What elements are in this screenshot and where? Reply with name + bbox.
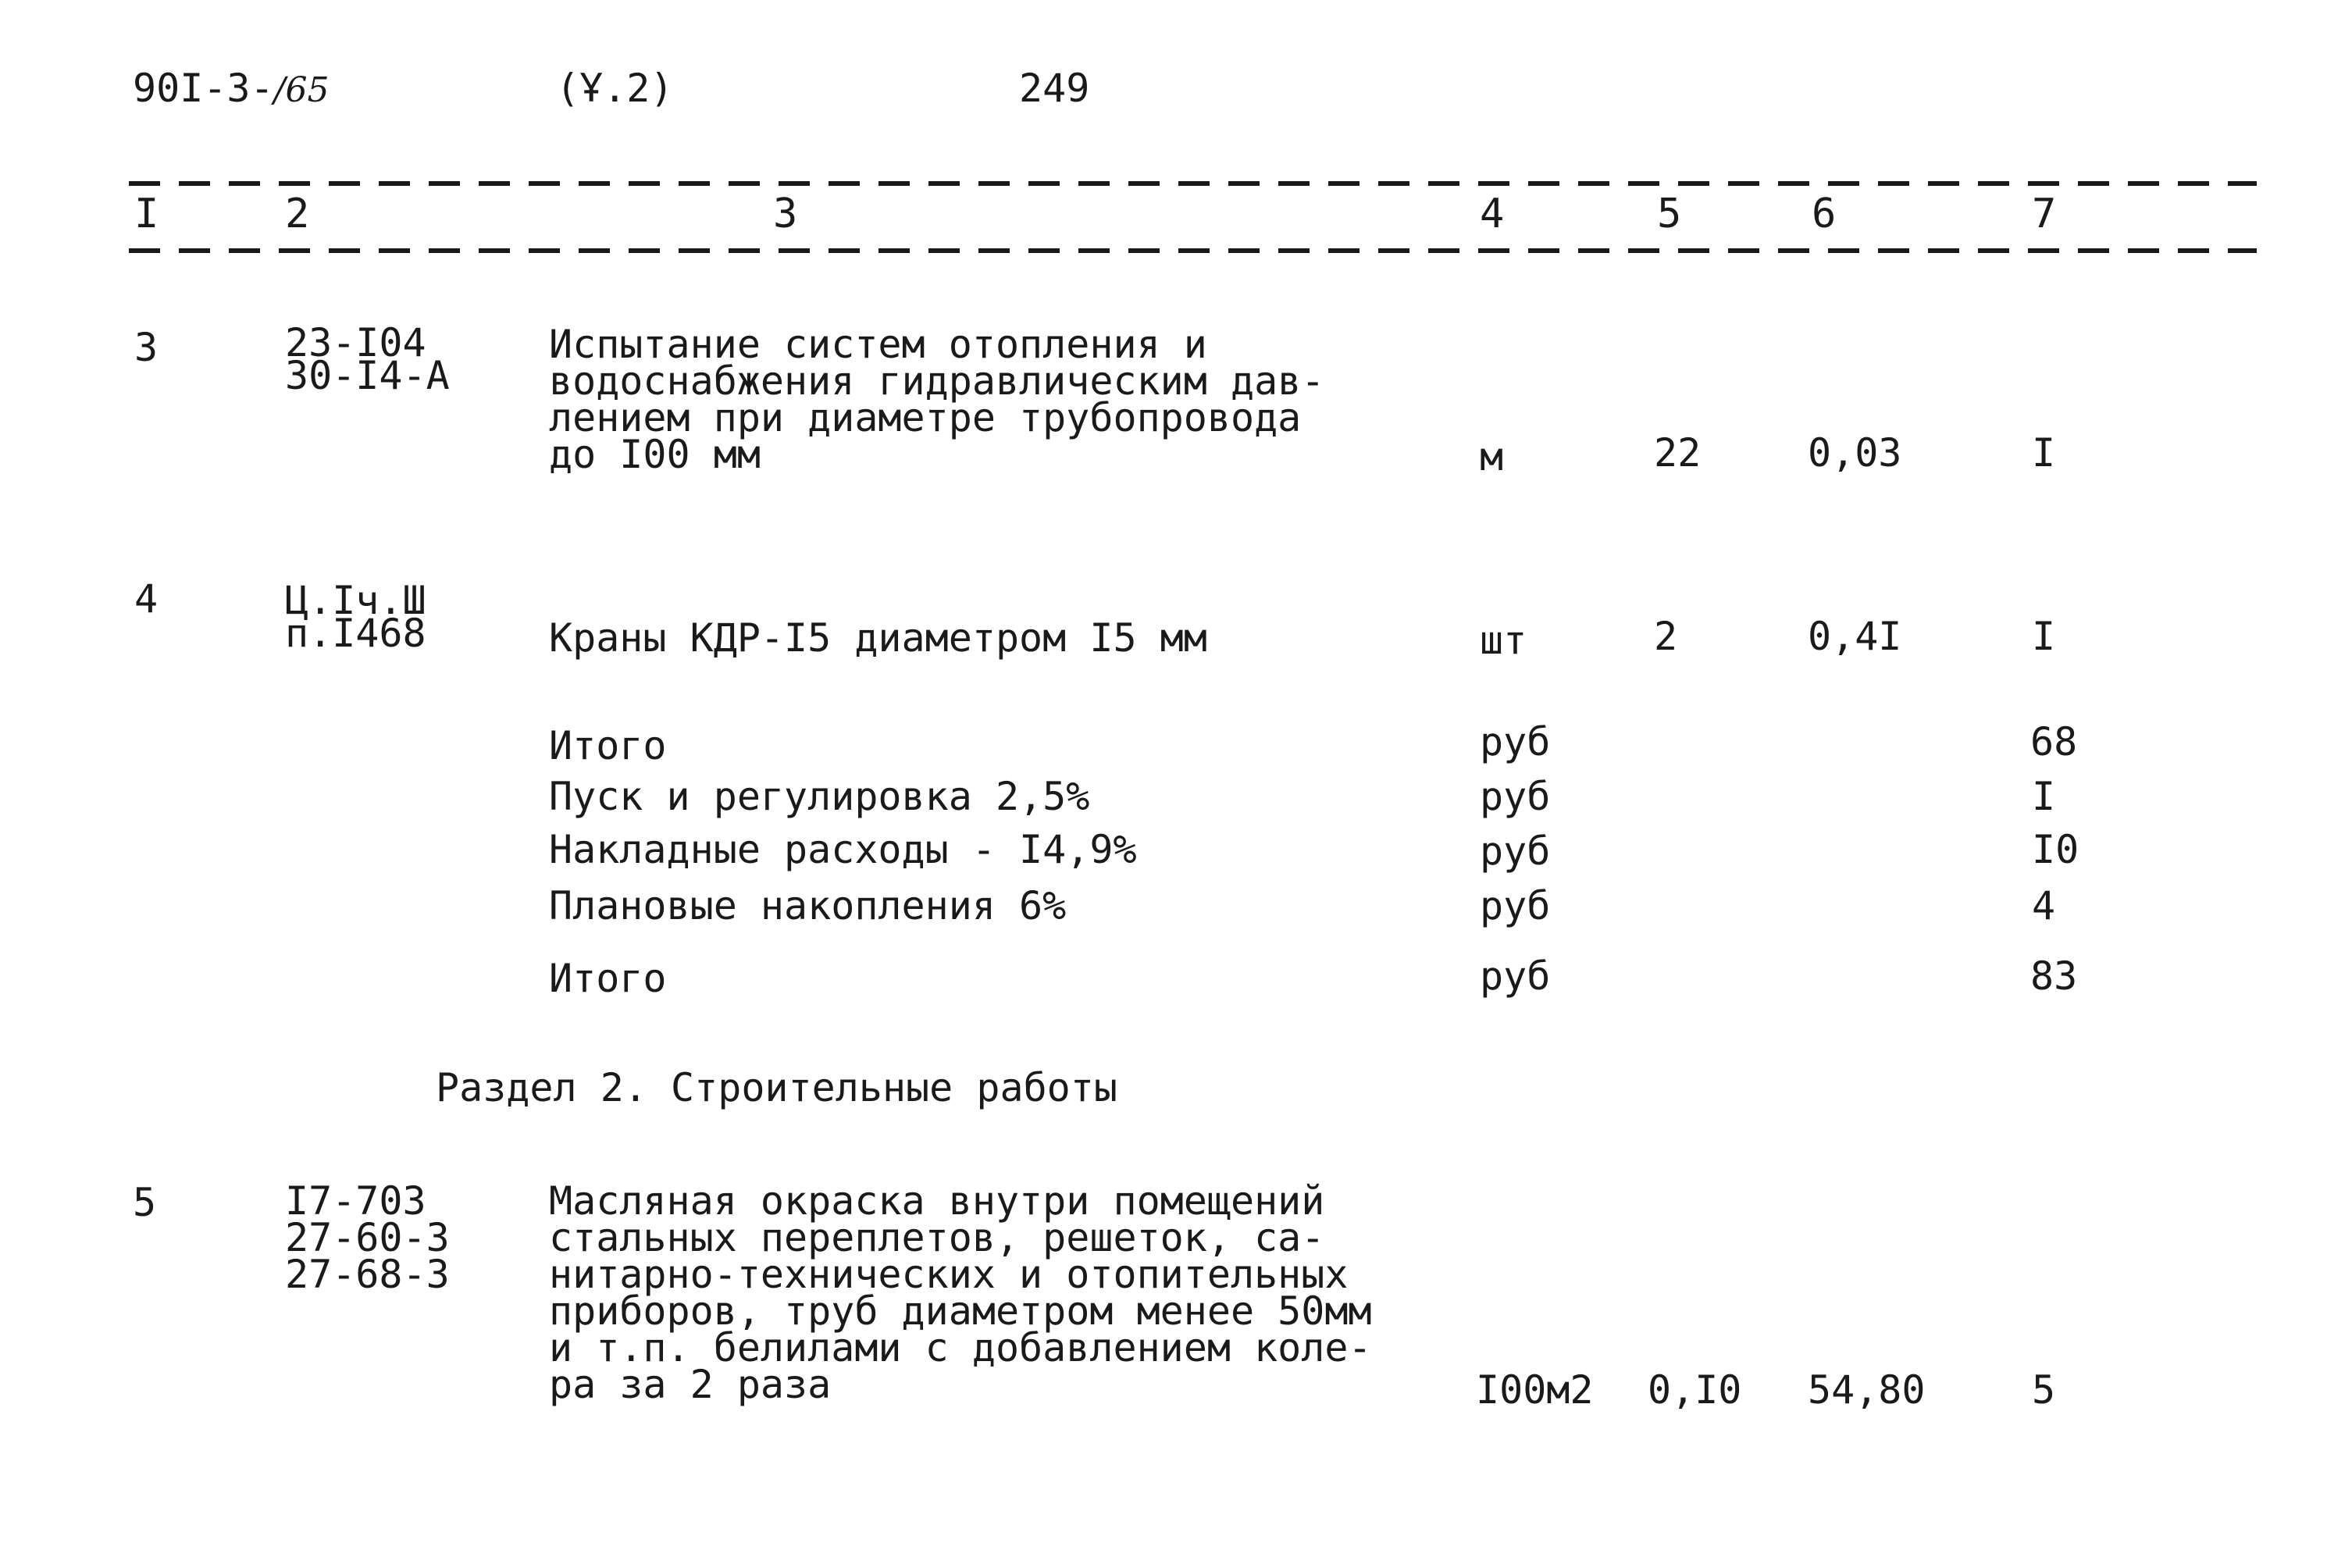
code-line: Ц.Iч.Ш bbox=[285, 578, 426, 623]
document-code-handwritten: /65 bbox=[273, 70, 330, 110]
description-line: до I00 мм bbox=[549, 432, 761, 477]
summary-value: 83 bbox=[2030, 953, 2078, 999]
row-rate: 0,03 bbox=[1808, 430, 1902, 476]
row-total: I bbox=[2032, 430, 2056, 476]
volume-label: (Ұ.2) bbox=[556, 66, 674, 111]
row-quantity: 0,I0 bbox=[1648, 1367, 1742, 1413]
row-quantity: 22 bbox=[1654, 430, 1702, 476]
code-line: п.I468 bbox=[285, 611, 426, 656]
summary-unit: руб bbox=[1480, 719, 1551, 764]
column-header-2: 2 bbox=[285, 191, 310, 237]
document-code-printed: 90I-3- bbox=[133, 66, 274, 111]
row-rate: 54,80 bbox=[1808, 1367, 1926, 1413]
row-unit: м bbox=[1480, 434, 1504, 479]
code-line: 30-I4-A bbox=[285, 353, 450, 398]
description-line: лением при диаметре трубопровода bbox=[549, 395, 1302, 440]
code-line: I7-703 bbox=[285, 1178, 426, 1224]
column-header-1: I bbox=[134, 191, 159, 237]
summary-label: Пуск и регулировка 2,5% bbox=[549, 774, 1090, 819]
row-codes bbox=[285, 1178, 450, 1297]
summary-value: I bbox=[2032, 774, 2056, 819]
summary-unit: руб bbox=[1480, 883, 1551, 928]
row-description: Краны КДР-I5 диаметром I5 мм bbox=[549, 615, 1207, 661]
summary-label: Итого bbox=[549, 723, 667, 768]
summary-label: Накладные расходы - I4,9% bbox=[549, 827, 1137, 872]
page-number: 249 bbox=[1019, 66, 1090, 111]
column-header-7: 7 bbox=[2032, 191, 2057, 237]
row-total: I bbox=[2032, 614, 2056, 659]
row-unit: шт bbox=[1480, 618, 1527, 663]
row-number: 3 bbox=[134, 325, 159, 370]
code-line: 27-60-3 bbox=[285, 1215, 450, 1260]
row-codes bbox=[285, 320, 450, 398]
section-title: Раздел 2. Строительные работы bbox=[436, 1065, 1117, 1110]
column-header-6: 6 bbox=[1812, 191, 1837, 237]
row-rate: 0,4I bbox=[1808, 614, 1902, 659]
description-line: ра за 2 раза bbox=[549, 1362, 832, 1407]
description-line: приборов, труб диаметром менее 50мм bbox=[549, 1288, 1372, 1334]
row-number: 5 bbox=[133, 1180, 157, 1225]
column-header-3: 3 bbox=[773, 191, 798, 237]
row-unit: I00м2 bbox=[1476, 1367, 1594, 1413]
summary-unit: руб bbox=[1480, 953, 1551, 999]
row-total: 5 bbox=[2032, 1367, 2056, 1413]
row-codes bbox=[285, 578, 426, 656]
column-header-4: 4 bbox=[1480, 191, 1505, 237]
description-line: водоснабжения гидравлическим дав- bbox=[549, 358, 1325, 404]
header-bottom-rule bbox=[129, 248, 2257, 253]
summary-unit: руб bbox=[1480, 774, 1551, 819]
summary-label: Итого bbox=[549, 956, 667, 1001]
summary-value: I0 bbox=[2032, 827, 2079, 872]
summary-label: Плановые накопления 6% bbox=[549, 883, 1067, 928]
row-number: 4 bbox=[134, 576, 159, 622]
description-line: Испытание систем отопления и bbox=[549, 322, 1207, 367]
row-description bbox=[549, 322, 1325, 477]
description-line: и т.п. белилами с добавлением коле- bbox=[549, 1325, 1372, 1370]
description-line: стальных переплетов, решеток, са- bbox=[549, 1215, 1325, 1260]
row-quantity: 2 bbox=[1654, 614, 1678, 659]
code-line: 27-68-3 bbox=[285, 1252, 450, 1297]
summary-unit: руб bbox=[1480, 829, 1551, 874]
summary-value: 68 bbox=[2030, 719, 2078, 764]
description-line: нитарно-технических и отопительных bbox=[549, 1252, 1349, 1297]
summary-value: 4 bbox=[2032, 883, 2056, 928]
column-header-5: 5 bbox=[1657, 191, 1682, 237]
document-code bbox=[133, 66, 330, 111]
code-line: 23-I04 bbox=[285, 320, 426, 365]
description-line: Масляная окраска внутри помещений bbox=[549, 1178, 1325, 1224]
row-description bbox=[549, 1178, 1372, 1407]
header-top-rule bbox=[129, 181, 2257, 186]
